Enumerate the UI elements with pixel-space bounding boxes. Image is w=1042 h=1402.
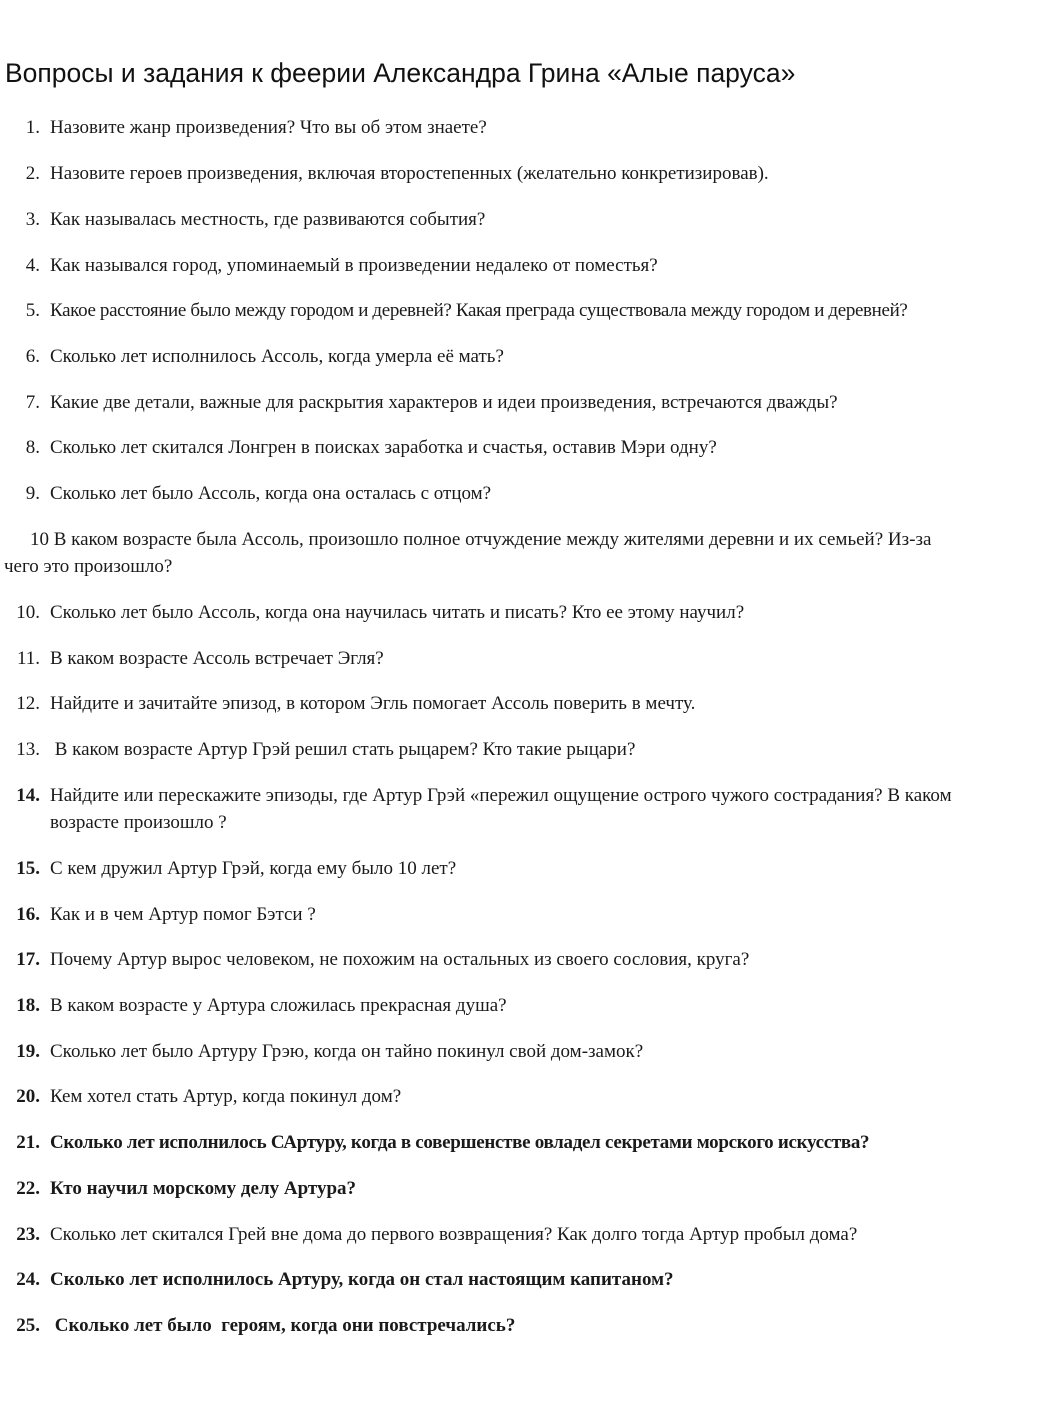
question-text: Сколько лет было Артуру Грэю, когда он тайно покинул свой дом-замок?: [50, 1041, 644, 1062]
question-text: Назовите героев произведения, включая второстепенных (желательно конкретизировав).: [50, 163, 769, 184]
question-text: Какие две детали, важные для раскрытия характеров и идеи произведения, встречаются дважды?: [50, 392, 838, 413]
question-number: 9.: [25, 483, 40, 504]
question-number: 7.: [25, 392, 40, 413]
question-text: Сколько лет скитался Лонгрен в поисках заработка и счастья, оставив Мэри одну?: [50, 437, 717, 458]
question-text: Сколько лет исполнилось Артуру, когда он стал настоящим капитаном?: [50, 1269, 674, 1290]
question-number: 24.: [16, 1269, 40, 1290]
question-number: 23.: [16, 1224, 40, 1245]
question-number: 18.: [16, 995, 40, 1016]
question-text: Сколько лет исполнилось САртуру, когда в совершенстве овладел секретами морского искусства?: [50, 1132, 870, 1153]
question-text: Как назывался город, упоминаемый в произведении недалеко от поместья?: [50, 255, 658, 276]
question-number: 5.: [25, 300, 40, 321]
question-text: Как и в чем Артур помог Бэтси ?: [50, 904, 316, 925]
question-text: Кем хотел стать Артур, когда покинул дом?: [50, 1086, 402, 1107]
paragraph-10-line-2: чего это произошло?: [4, 556, 173, 577]
question-number: 21.: [16, 1132, 40, 1153]
question-number: 25.: [16, 1315, 40, 1336]
paragraph-10: [4, 526, 1034, 580]
question-text: Найдите и зачитайте эпизод, в котором Эгль помогает Ассоль поверить в мечту.: [50, 693, 696, 714]
question-number: 15.: [16, 858, 40, 879]
question-number: 22.: [16, 1178, 40, 1199]
question-number: 4.: [25, 255, 40, 276]
question-text: Сколько лет скитался Грей вне дома до первого возвращения? Как долго тогда Артур пробыл дома?: [50, 1224, 858, 1245]
question-number: 20.: [16, 1086, 40, 1107]
question-text: В каком возрасте Артур Грэй решил стать рыцарем? Кто такие рыцари?: [50, 739, 636, 760]
question-text: С кем дружил Артур Грэй, когда ему было 10 лет?: [50, 858, 457, 879]
question-number: 3.: [25, 209, 40, 230]
paragraph-10-line-1: 10 В каком возрасте была Ассоль, произошло полное отчуждение между жителями деревни и их семьей? Из-за: [30, 529, 932, 550]
question-number: 12.: [16, 693, 40, 714]
question-number: 17.: [16, 949, 40, 970]
question-number: 6.: [25, 346, 40, 367]
question-number: 1.: [25, 117, 40, 138]
question-text: Сколько лет было героям, когда они повстречались?: [50, 1315, 516, 1336]
question-number: 19.: [16, 1041, 40, 1062]
question-text: Кто научил морскому делу Артура?: [50, 1178, 357, 1199]
question-text: Почему Артур вырос человеком, не похожим на остальных из своего сословия, круга?: [50, 949, 750, 970]
question-text: В каком возрасте Ассоль встречает Эгля?: [50, 648, 384, 669]
question-text: Какое расстояние было между городом и деревней? Какая преграда существовала между городом и деревней?: [50, 300, 908, 321]
question-number: 14.: [16, 785, 40, 806]
question-number: 8.: [25, 437, 40, 458]
question-number: 11.: [16, 648, 40, 669]
question-text: Назовите жанр произведения? Что вы об этом знаете?: [50, 117, 487, 138]
question-text: Сколько лет исполнилось Ассоль, когда умерла её мать?: [50, 346, 504, 367]
question-text: В каком возрасте у Артура сложилась прекрасная душа?: [50, 995, 507, 1016]
question-number: 16.: [16, 904, 40, 925]
question-text: Сколько лет было Ассоль, когда она осталась с отцом?: [50, 483, 492, 504]
question-number: 10.: [16, 602, 40, 623]
document-title: Вопросы и задания к феерии Александра Грина «Алые паруса»: [5, 58, 796, 88]
question-number: 2.: [25, 163, 40, 184]
question-number: 13.: [16, 739, 40, 760]
question-text: Сколько лет было Ассоль, когда она научилась читать и писать? Кто ее этому научил?: [50, 602, 745, 623]
question-text: Найдите или перескажите эпизоды, где Артур Грэй «пережил ощущение острого чужого сострадания? В каком возрасте произошло ?: [50, 785, 952, 833]
question-text: Как называлась местность, где развиваются события?: [50, 209, 486, 230]
